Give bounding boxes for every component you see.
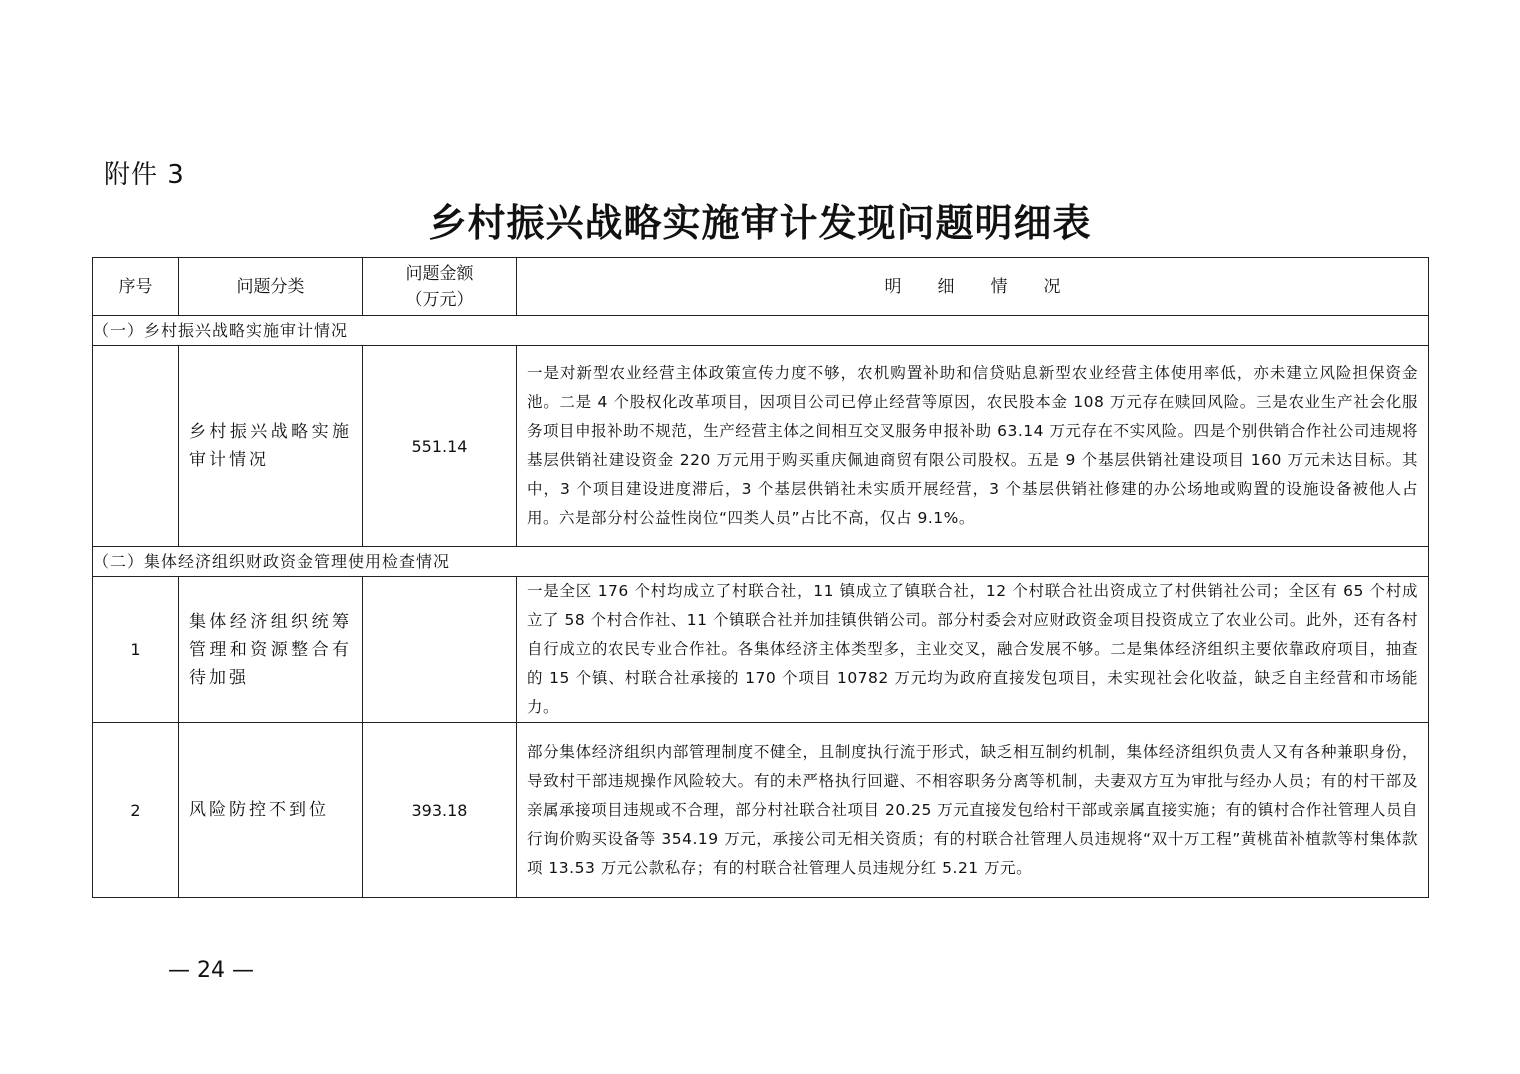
section-heading-row (93, 547, 1429, 577)
header-detail: 明细情况 (517, 258, 1429, 316)
header-amount-line1: 问题金额 (405, 263, 474, 284)
table-row (93, 577, 1429, 723)
section-heading-row (93, 316, 1429, 346)
amount-cell: 393.18 (363, 723, 517, 898)
table-row (93, 346, 1429, 547)
attachment-label: 附件 3 (104, 160, 185, 190)
header-amount-line2: （万元） (405, 289, 474, 310)
seq-cell (93, 346, 179, 547)
category-cell: 乡村振兴战略实施审计情况 (179, 346, 363, 547)
header-amount (363, 258, 517, 316)
page-number: — 24 — (168, 958, 254, 983)
category-cell: 风险防控不到位 (179, 723, 363, 898)
seq-cell: 1 (93, 577, 179, 723)
table-header-row (93, 258, 1429, 316)
amount-cell: 551.14 (363, 346, 517, 547)
header-category: 问题分类 (179, 258, 363, 316)
detail-cell: 一是全区 176 个村均成立了村联合社，11 镇成立了镇联合社，12 个村联合社出资成立了村供销社公司；全区有 65 个村成立了 58 个村合作社、11 个镇联合社并加挂镇供销公司。部分村委会对应财政资金项目投资成立了农业公司。此外，还有各村自行成立的农民专业合作社。各集体经济主体类型多，主业交叉，融合发展不够。二是集体经济组织主要依靠政府项目，抽查的 15 个镇、村联合社承接的 170 个项目 10782 万元均为政府直接发包项目，未实现社会化收益，缺乏自主经营和市场能力。 (517, 577, 1429, 723)
detail-cell: 部分集体经济组织内部管理制度不健全，且制度执行流于形式，缺乏相互制约机制，集体经济组织负责人又有各种兼职身份，导致村干部违规操作风险较大。有的未严格执行回避、不相容职务分离等机制，夫妻双方互为审批与经办人员；有的村干部及亲属承接项目违规或不合理，部分村社联合社项目 20.25 万元直接发包给村干部或亲属直接实施；有的镇村合作社管理人员自行询价购买设备等 354.19 万元，承接公司无相关资质；有的村联合社管理人员违规将“双十万工程”黄桃苗补植款等村集体款项 13.53 万元公款私存；有的村联合社管理人员违规分红 5.21 万元。 (517, 723, 1429, 898)
amount-cell (363, 577, 517, 723)
category-cell: 集体经济组织统筹管理和资源整合有待加强 (179, 577, 363, 723)
table-row (93, 723, 1429, 898)
document-title: 乡村振兴战略实施审计发现问题明细表 (428, 200, 1092, 245)
section-heading: （二）集体经济组织财政资金管理使用检查情况 (93, 547, 1429, 577)
section-heading: （一）乡村振兴战略实施审计情况 (93, 316, 1429, 346)
problem-detail-table (92, 257, 1429, 898)
seq-cell: 2 (93, 723, 179, 898)
header-seq: 序号 (93, 258, 179, 316)
detail-cell: 一是对新型农业经营主体政策宣传力度不够，农机购置补助和信贷贴息新型农业经营主体使用率低，亦未建立风险担保资金池。二是 4 个股权化改革项目，因项目公司已停止经营等原因，农民股本金 108 万元存在赎回风险。三是农业生产社会化服务项目申报补助不规范，生产经营主体之间相互交叉服务申报补助 63.14 万元存在不实风险。四是个别供销合作社公司违规将基层供销社建设资金 220 万元用于购买重庆佩迪商贸有限公司股权。五是 9 个基层供销社建设项目 160 万元未达目标。其中，3 个项目建设进度滞后，3 个基层供销社未实质开展经营，3 个基层供销社修建的办公场地或购置的设施设备被他人占用。六是部分村公益性岗位“四类人员”占比不高，仅占 9.1%。 (517, 346, 1429, 547)
